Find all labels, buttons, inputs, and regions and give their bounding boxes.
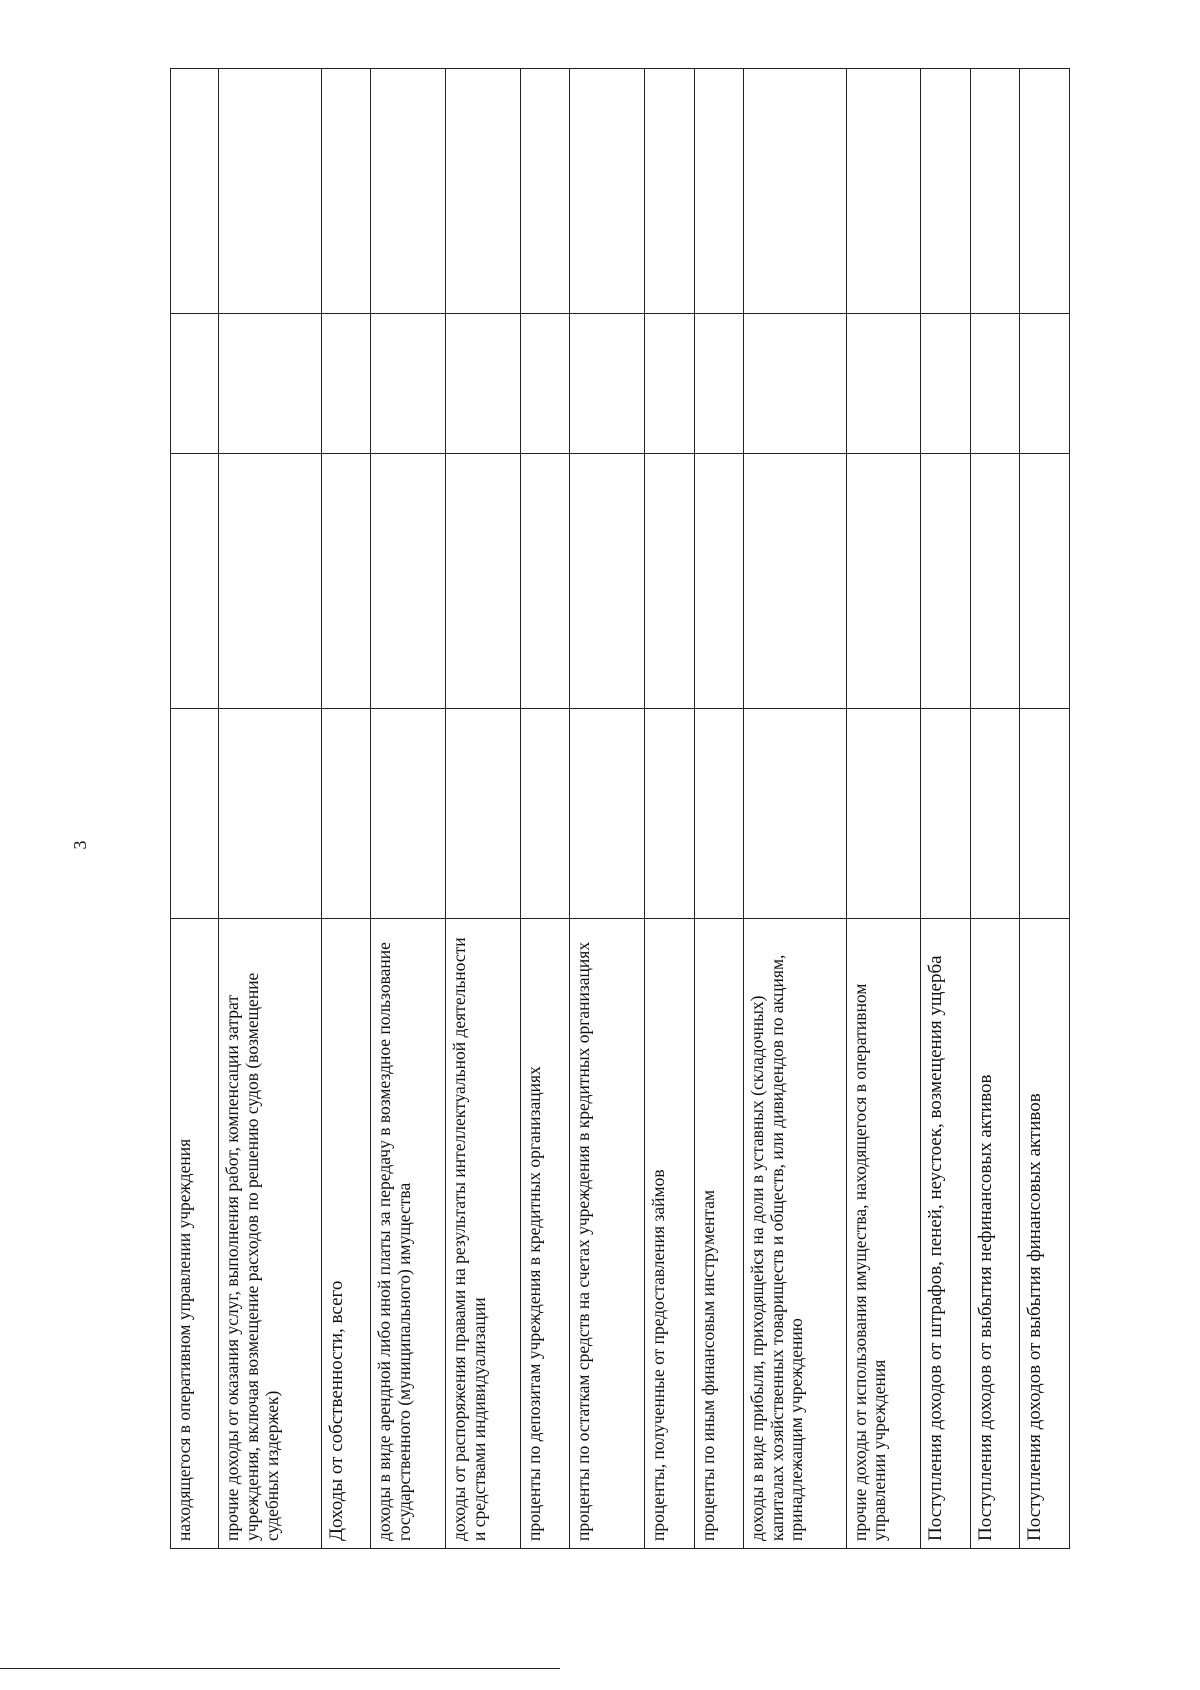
empty-cell (570, 69, 645, 314)
row-label: доходы в виде прибыли, приходящейся на доли в уставных (складочных) капиталах хозяйственных товариществ и обществ, или дивидендов по акциям, принадлежащим учреждению (744, 919, 846, 1549)
empty-cell (645, 454, 695, 709)
empty-cell (744, 69, 846, 314)
empty-cell (520, 314, 570, 454)
empty-cell (446, 69, 521, 314)
table-row (171, 69, 219, 1549)
table-row (970, 69, 1020, 1549)
empty-cell (520, 709, 570, 919)
empty-cell (846, 709, 921, 919)
empty-cell (645, 69, 695, 314)
empty-cell (921, 314, 971, 454)
row-label: проценты по остаткам средств на счетах учреждения в кредитных организациях (570, 919, 645, 1549)
row-label: находящегося в оперативном управлении учреждения (171, 919, 219, 1549)
empty-cell (694, 69, 744, 314)
empty-cell (219, 314, 321, 454)
table-row (520, 69, 570, 1549)
empty-cell (921, 69, 971, 314)
empty-cell (171, 314, 219, 454)
empty-cell (321, 454, 371, 709)
footer-rule (0, 1668, 560, 1669)
empty-cell (744, 314, 846, 454)
empty-cell (744, 454, 846, 709)
empty-cell (970, 69, 1020, 314)
empty-cell (520, 454, 570, 709)
empty-cell (321, 314, 371, 454)
row-label: проценты, полученные от предоставления займов (645, 919, 695, 1549)
row-label: прочие доходы от использования имущества, находящегося в оперативном управлении учреждения (846, 919, 921, 1549)
empty-cell (1020, 69, 1070, 314)
empty-cell (970, 709, 1020, 919)
empty-cell (219, 454, 321, 709)
table-row (321, 69, 371, 1549)
empty-cell (694, 709, 744, 919)
income-table (170, 68, 1070, 1549)
table-row (570, 69, 645, 1549)
table-row (921, 69, 971, 1549)
empty-cell (645, 314, 695, 454)
row-label: Поступления доходов от штрафов, пеней, неустоек, возмещения ущерба (921, 919, 971, 1549)
empty-cell (744, 709, 846, 919)
row-label: Доходы от собственности, всего (321, 919, 371, 1549)
row-label: Поступления доходов от выбытия нефинансовых активов (970, 919, 1020, 1549)
empty-cell (1020, 454, 1070, 709)
empty-cell (219, 69, 321, 314)
empty-cell (321, 69, 371, 314)
table-row (446, 69, 521, 1549)
empty-cell (371, 709, 446, 919)
table-row (694, 69, 744, 1549)
empty-cell (921, 709, 971, 919)
empty-cell (171, 69, 219, 314)
row-label: проценты по иным финансовым инструментам (694, 919, 744, 1549)
empty-cell (970, 314, 1020, 454)
empty-cell (846, 454, 921, 709)
empty-cell (371, 454, 446, 709)
empty-cell (1020, 709, 1070, 919)
row-label: проценты по депозитам учреждения в кредитных организациях (520, 919, 570, 1549)
empty-cell (219, 709, 321, 919)
page-number: 3 (70, 840, 90, 850)
table-row (1020, 69, 1070, 1549)
row-label: доходы в виде арендной либо иной платы за передачу в возмездное пользование государственного (муниципального) имущества (371, 919, 446, 1549)
empty-cell (846, 314, 921, 454)
empty-cell (570, 454, 645, 709)
empty-cell (446, 454, 521, 709)
empty-cell (446, 314, 521, 454)
table-row (371, 69, 446, 1549)
table-row (744, 69, 846, 1549)
empty-cell (570, 314, 645, 454)
row-label: доходы от распоряжения правами на результаты интеллектуальной деятельности и средствами индивидуализации (446, 919, 521, 1549)
empty-cell (520, 69, 570, 314)
empty-cell (371, 69, 446, 314)
empty-cell (694, 454, 744, 709)
empty-cell (1020, 314, 1070, 454)
empty-cell (446, 709, 521, 919)
empty-cell (645, 709, 695, 919)
empty-cell (846, 69, 921, 314)
empty-cell (321, 709, 371, 919)
empty-cell (970, 454, 1020, 709)
empty-cell (694, 314, 744, 454)
empty-cell (570, 709, 645, 919)
empty-cell (921, 454, 971, 709)
table-row (219, 69, 321, 1549)
empty-cell (171, 709, 219, 919)
row-label: Поступления доходов от выбытия финансовых активов (1020, 919, 1070, 1549)
table-row (846, 69, 921, 1549)
empty-cell (371, 314, 446, 454)
row-label: прочие доходы от оказания услуг, выполнения работ, компенсации затрат учреждения, включая возмещение расходов по решению судов (возмещение судебных издержек) (219, 919, 321, 1549)
table-row (645, 69, 695, 1549)
empty-cell (171, 454, 219, 709)
